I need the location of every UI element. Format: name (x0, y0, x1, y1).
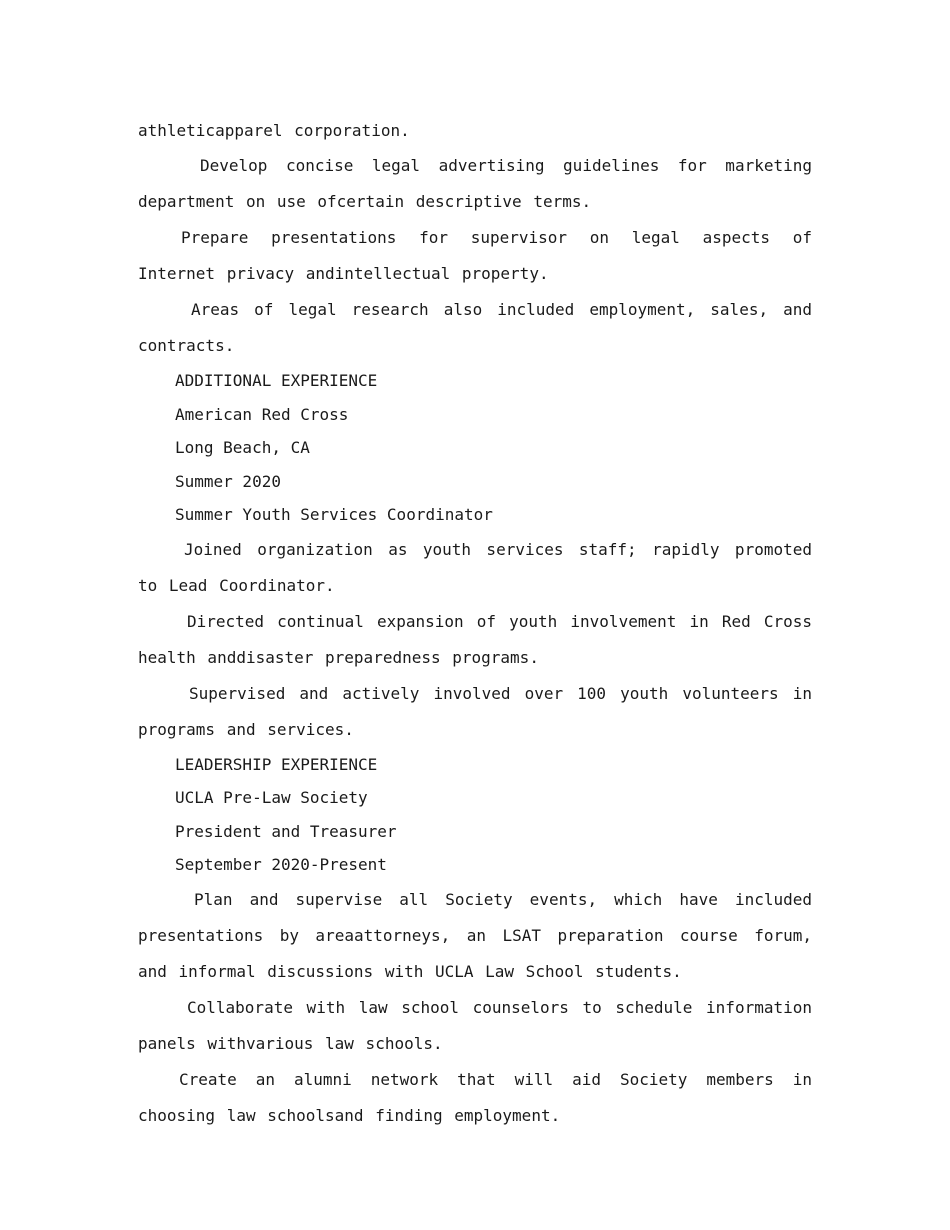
paragraph-continuation: athleticapparel corporation. (138, 121, 410, 140)
section-heading-leadership-experience: LEADERSHIP EXPERIENCE (175, 754, 378, 774)
position-title: President and Treasurer (175, 821, 397, 841)
paragraph-plan-events: Plan and supervise all Society events, which have included presentations by areaattorneys, an LSAT preparation course forum, and informal discussions with UCLA Law School students. (138, 889, 812, 981)
paragraph-joined-organization: Joined organization as youth services staff; rapidly promoted to Lead Coordinator. (138, 539, 812, 595)
date-range: Summer 2020 (175, 471, 281, 491)
paragraph-supervised-volunteers: Supervised and actively involved over 100 youth volunteers in programs and services. (138, 683, 812, 739)
paragraph-legal-research: Areas of legal research also included employment, sales, and contracts. (138, 300, 812, 355)
location: Long Beach, CA (175, 438, 310, 457)
organization-name: American Red Cross (175, 404, 349, 424)
organization-name: UCLA Pre-Law Society (175, 788, 368, 807)
paragraph-advertising-guidelines: Develop concise legal advertising guidelines for marketing department on use ofcertain descriptive terms. (138, 156, 812, 211)
paragraph-alumni-network: Create an alumni network that will aid Society members in choosing law schoolsand finding employment. (138, 1069, 812, 1125)
paragraph-directed-expansion: Directed continual expansion of youth involvement in Red Cross health anddisaster preparedness programs. (138, 611, 812, 667)
section-heading-additional-experience: ADDITIONAL EXPERIENCE (175, 371, 378, 390)
document-page (138, 118, 812, 1134)
paragraph-collaborate: Collaborate with law school counselors to schedule information panels withvarious law schools. (138, 997, 812, 1053)
date-range: September 2020-Present (175, 855, 387, 874)
paragraph-presentations: Prepare presentations for supervisor on legal aspects of Internet privacy andintellectual property. (138, 228, 812, 283)
job-title: Summer Youth Services Coordinator (175, 505, 493, 524)
